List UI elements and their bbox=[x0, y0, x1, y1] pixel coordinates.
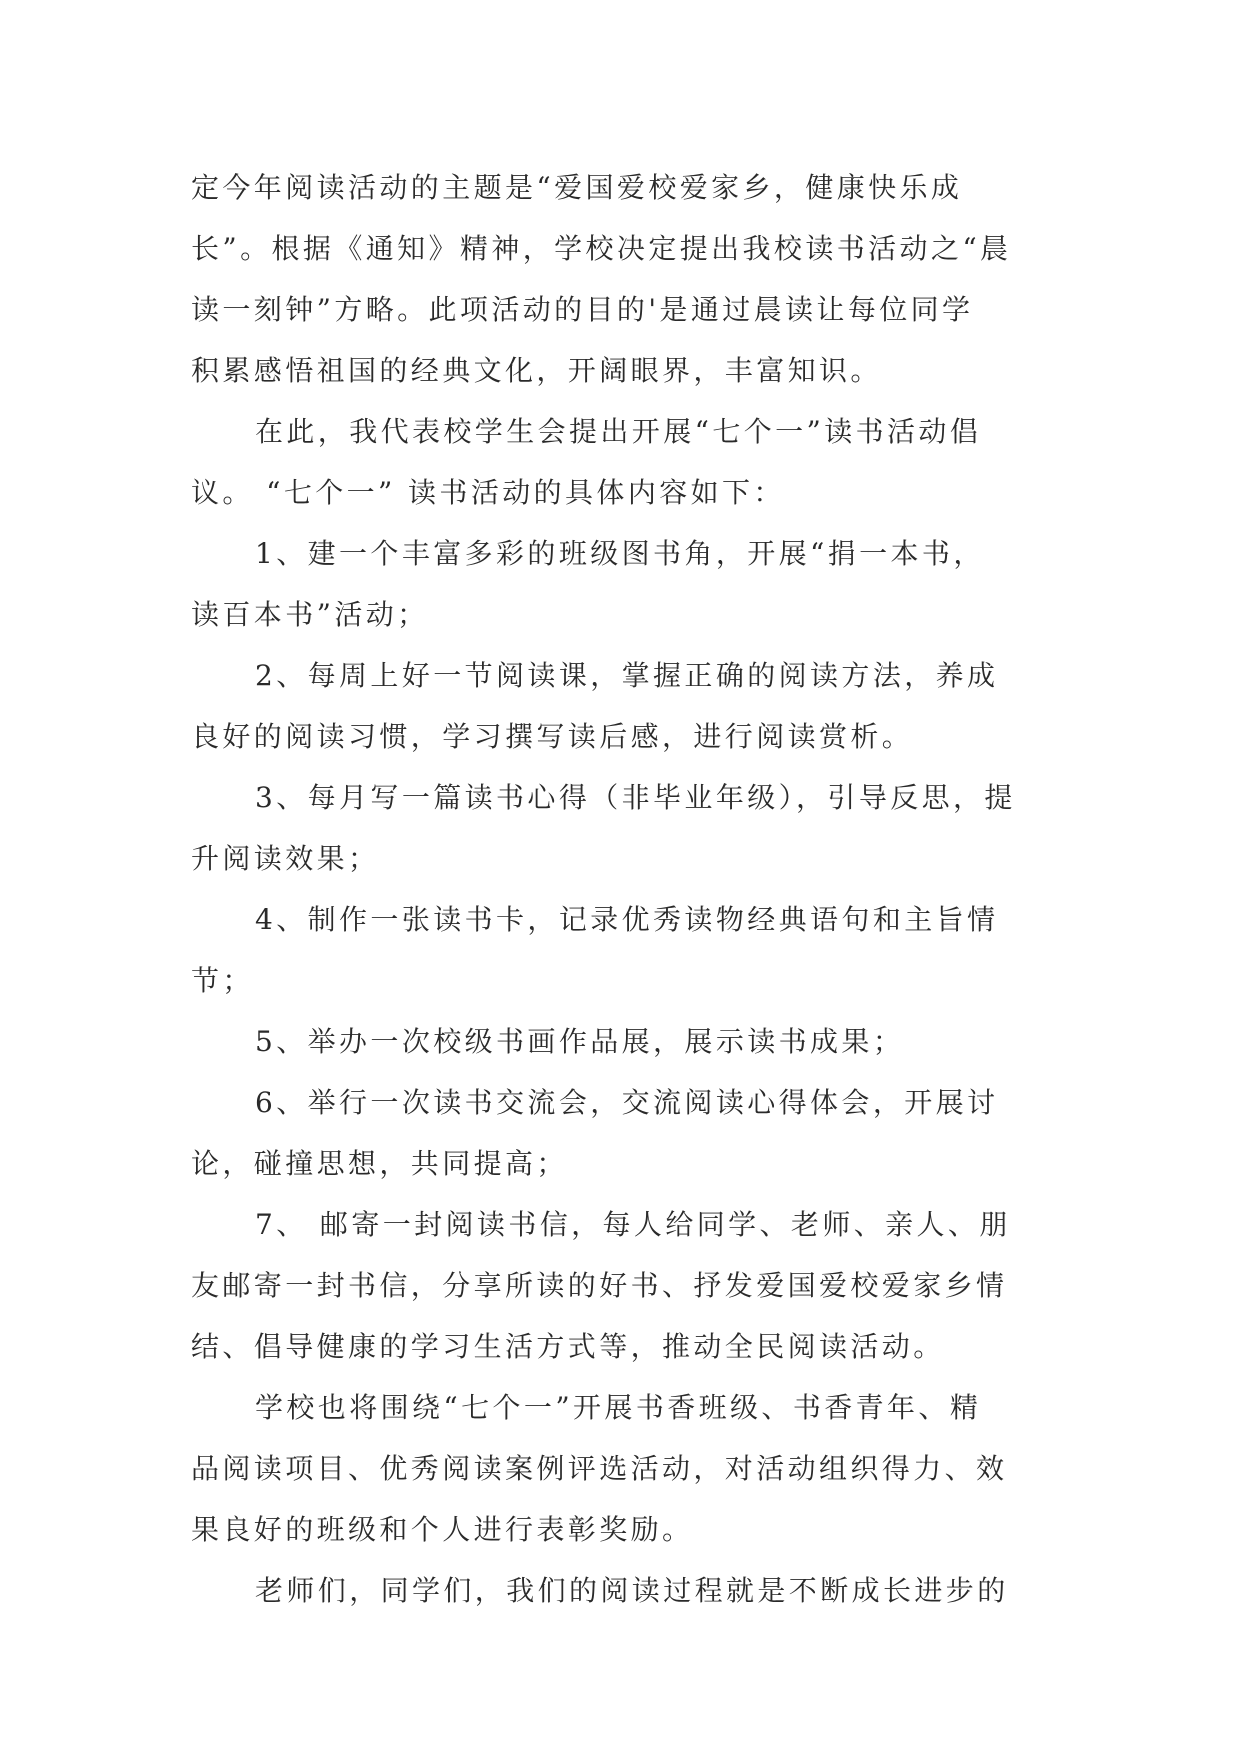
text-line: 2、每周上好一节阅读课，掌握正确的阅读方法，养成 bbox=[255, 659, 999, 692]
text-line: 老师们，同学们，我们的阅读过程就是不断成长进步的 bbox=[255, 1574, 1009, 1607]
paragraph-closing bbox=[191, 1560, 1051, 1621]
text-line: 5、举办一次校级书画作品展，展示读书成果； bbox=[255, 1025, 905, 1058]
text-line: 读百本书”活动； bbox=[191, 598, 429, 631]
list-item-4 bbox=[191, 889, 1051, 1011]
text-line: 6、举行一次读书交流会，交流阅读心得体会，开展讨 bbox=[255, 1086, 999, 1119]
text-line: 学校也将围绕“七个一”开展书香班级、书香青年、精 bbox=[255, 1391, 982, 1424]
paragraph-theme bbox=[191, 157, 1051, 401]
text-line: 积累感悟祖国的经典文化，开阔眼界，丰富知识。 bbox=[191, 354, 882, 387]
text-line: 定今年阅读活动的主题是“爱国爱校爱家乡，健康快乐成 bbox=[191, 171, 963, 204]
text-line: 长”。根据《通知》精神，学校决定提出我校读书活动之“晨 bbox=[191, 232, 1012, 265]
text-line: 1、建一个丰富多彩的班级图书角，开展“捐一本书， bbox=[255, 537, 985, 570]
text-line: 论，碰撞思想，共同提高； bbox=[191, 1147, 568, 1180]
document-body bbox=[191, 157, 1051, 1621]
text-line: 3、每月写一篇读书心得（非毕业年级），引导反思，提 bbox=[255, 781, 1016, 814]
text-line: 在此，我代表校学生会提出开展“七个一”读书活动倡 bbox=[255, 415, 982, 448]
list-item-5 bbox=[191, 1011, 1051, 1072]
text-line: 良好的阅读习惯，学习撰写读后感，进行阅读赏析。 bbox=[191, 720, 914, 753]
list-item-2 bbox=[191, 645, 1051, 767]
paragraph-proposal bbox=[191, 401, 1051, 523]
text-line: 升阅读效果； bbox=[191, 842, 380, 875]
text-line: 4、制作一张读书卡，记录优秀读物经典语句和主旨情 bbox=[255, 903, 999, 936]
text-line: 7、 邮寄一封阅读书信，每人给同学、老师、亲人、朋 bbox=[255, 1208, 1011, 1241]
text-line: 节； bbox=[191, 964, 254, 997]
paragraph-school bbox=[191, 1377, 1051, 1560]
list-item-1 bbox=[191, 523, 1051, 645]
list-item-6 bbox=[191, 1072, 1051, 1194]
text-line: 果良好的班级和个人进行表彰奖励。 bbox=[191, 1513, 694, 1546]
text-line: 议。 “七个一” 读书活动的具体内容如下： bbox=[191, 476, 785, 509]
text-line: 读一刻钟”方略。此项活动的目的'是通过晨读让每位同学 bbox=[191, 293, 974, 326]
text-line: 品阅读项目、优秀阅读案例评选活动，对活动组织得力、效 bbox=[191, 1452, 1008, 1485]
text-line: 结、倡导健康的学习生活方式等，推动全民阅读活动。 bbox=[191, 1330, 945, 1363]
list-item-3 bbox=[191, 767, 1051, 889]
text-line: 友邮寄一封书信，分享所读的好书、抒发爱国爱校爱家乡情 bbox=[191, 1269, 1008, 1302]
list-item-7 bbox=[191, 1194, 1051, 1377]
